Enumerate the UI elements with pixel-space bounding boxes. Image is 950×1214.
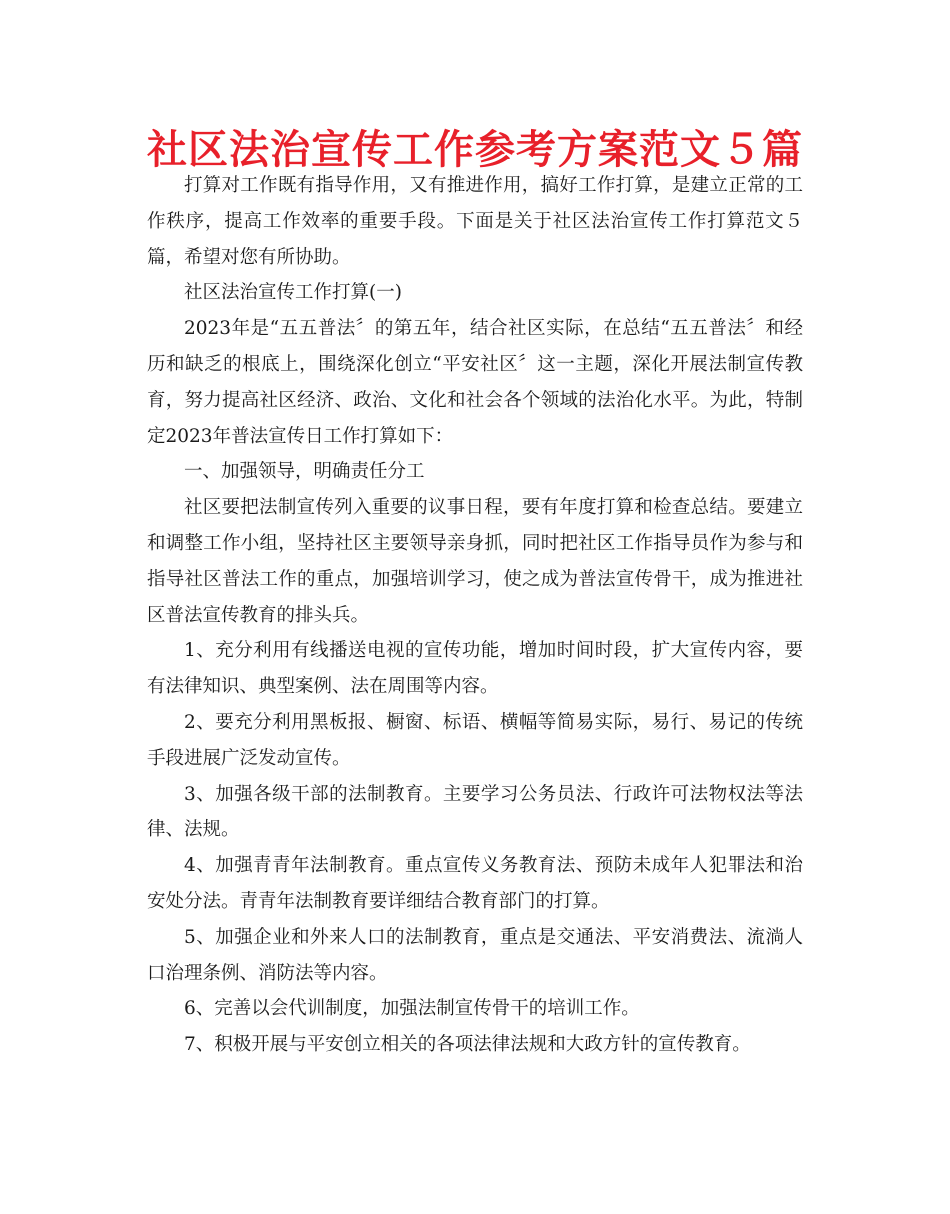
paragraph-intro: 打算对工作既有指导作用，又有推进作用，搞好工作打算，是建立正常的工作秩序，提高工作效率的重要手段。下面是关于社区法治宣传工作打算范文５篇，希望对您有所协助。 (147, 175, 803, 268)
paragraph-leadership: 社区要把法制宣传列入重要的议事日程，要有年度打算和检查总结。要建立和调整工作小组，坚持社区主要领导亲身抓，同时把社区工作指导员作为参与和指导社区普法工作的重点，加强培训学习，使之成为普法宣传骨干，成为推进社区普法宣传教育的排头兵。 (147, 497, 803, 626)
paragraph-overview: 2023年是“五五普法〞的第五年，结合社区实际，在总结“五五普法〞和经历和缺乏的根底上，围绕深化创立“平安社区〞这一主题，深化开展法制宣传教育，努力提高社区经济、政治、文化和社会各个领域的法治化水平。为此，特制定2023年普法宣传日工作打算如下： (147, 318, 803, 447)
paragraph-item-1: 1、充分利用有线播送电视的宣传功能，增加时间时段，扩大宣传内容，要有法律知识、典型案例、法在周围等内容。 (147, 640, 803, 698)
paragraph-item-3: 3、加强各级干部的法制教育。主要学习公务员法、行政许可法物权法等法律、法规。 (147, 783, 803, 841)
paragraph-item-5: 5、加强企业和外来人口的法制教育，重点是交通法、平安消费法、流淌人口治理条例、消防法等内容。 (147, 926, 803, 984)
paragraph-item-4: 4、加强青青年法制教育。重点宣传义务教育法、预防未成年人犯罪法和治安处分法。青青年法制教育要详细结合教育部门的打算。 (147, 855, 803, 912)
document-body (147, 168, 803, 1063)
paragraph-item-6: 6、完善以会代训制度，加强法制宣传骨干的培训工作。 (184, 998, 640, 1020)
page-title: 社区法治宣传工作参考方案范文５篇 (147, 127, 803, 173)
paragraph-heading-leadership: 一、加强领导，明确责任分工 (184, 461, 425, 483)
paragraph-item-7: 7、积极开展与平安创立相关的各项法律法规和大政方针的宣传教育。 (184, 1034, 751, 1056)
paragraph-section-heading: 社区法治宣传工作打算(一) (184, 282, 402, 304)
paragraph-item-2: 2、要充分利用黑板报、橱窗、标语、横幅等简易实际，易行、易记的传统手段进展广泛发动宣传。 (147, 711, 803, 769)
